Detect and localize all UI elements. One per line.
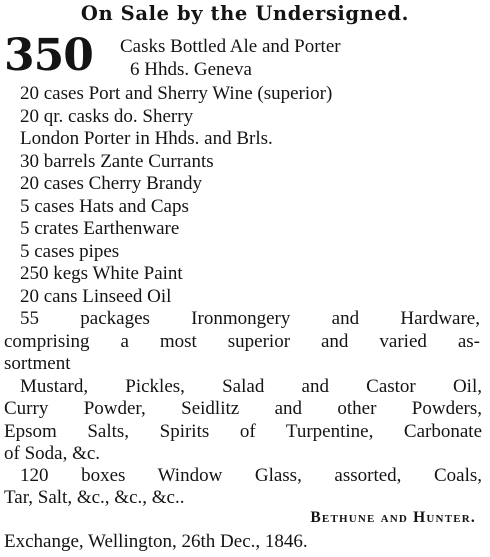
footer-line: Exchange, Wellington, 26th Dec., 1846. [4, 531, 308, 552]
condiments-line: Epsom Salts, Spirits of Turpentine, Carbonate [4, 421, 482, 442]
glass-line: 120 boxes Window Glass, assorted, Coals, [20, 465, 482, 486]
condiments-line: of Soda, &c. [4, 443, 101, 464]
ironmongery-line: 55 packages Ironmongery and Hardware, [20, 308, 480, 329]
item-line: 20 cans Linseed Oil [20, 286, 172, 307]
item-line: 30 barrels Zante Currants [20, 151, 214, 172]
lead-line: 6 Hhds. Geneva [130, 59, 252, 80]
item-line: 5 crates Earthenware [20, 218, 180, 239]
notice-heading: On Sale by the Undersigned. [80, 2, 410, 25]
item-line: 20 cases Port and Sherry Wine (superior) [20, 83, 333, 104]
item-line: 20 cases Cherry Brandy [20, 173, 203, 194]
lead-quantity: 350 [4, 30, 93, 81]
item-line: 5 cases Hats and Caps [20, 196, 189, 217]
condiments-line: Mustard, Pickles, Salad and Castor Oil, [20, 376, 482, 397]
ironmongery-line: comprising a most superior and varied as- [4, 331, 480, 352]
item-line: London Porter in Hhds. and Brls. [20, 128, 273, 149]
item-line: 5 cases pipes [20, 241, 120, 262]
lead-line: Casks Bottled Ale and Porter [120, 36, 341, 57]
ironmongery-line: sortment [4, 353, 71, 374]
item-line: 20 qr. casks do. Sherry [20, 106, 194, 127]
glass-line: Tar, Salt, &c., &c., &c.. [4, 487, 185, 508]
signature: Bethune and Hunter. [310, 509, 476, 526]
condiments-line: Curry Powder, Seidlitz and other Powders, [4, 398, 482, 419]
item-line: 250 kegs White Paint [20, 263, 183, 284]
